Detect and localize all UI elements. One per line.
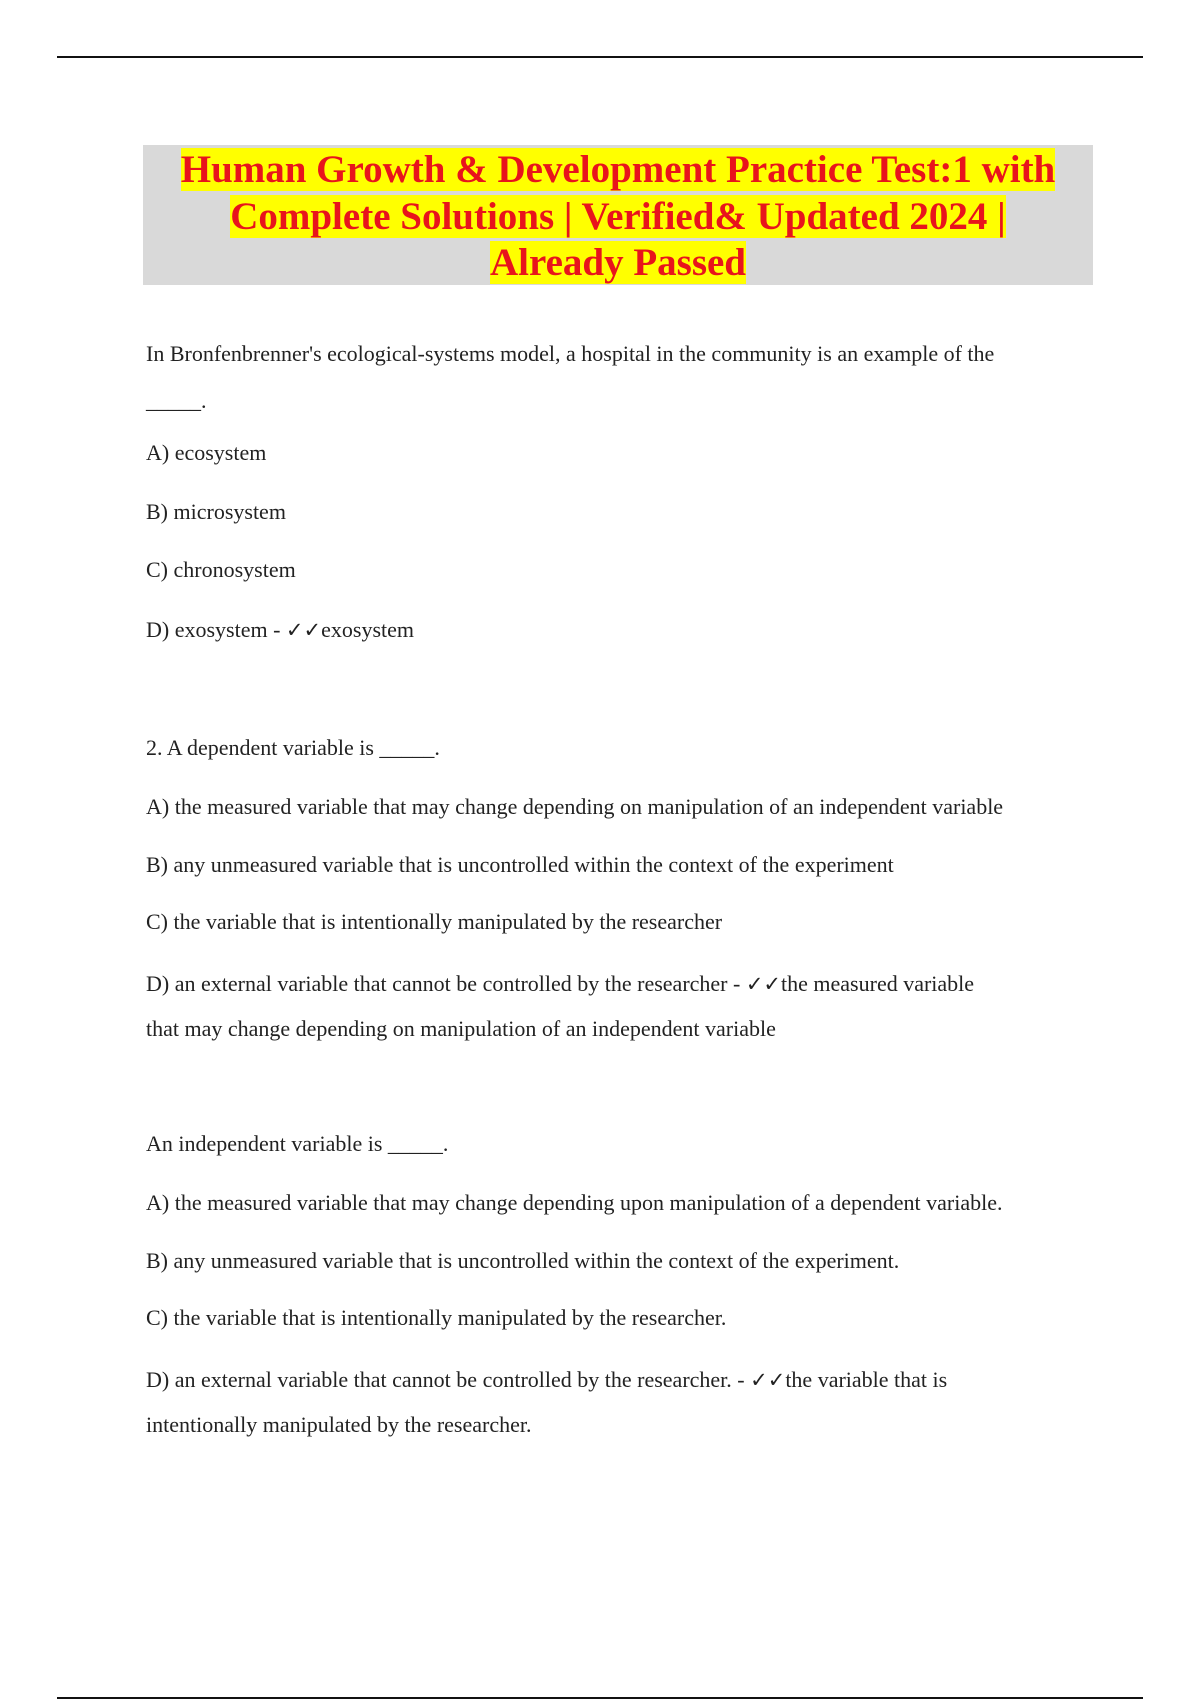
question-1-answer [146,616,414,644]
question-1-answer-text: exosystem [321,617,415,642]
question-1-stem: In Bronfenbrenner's ecological-systems model, a hospital in the community is an example of the [146,341,995,366]
title-line-3: Already Passed [489,241,747,284]
question-1-option-d: D) exosystem - [146,617,286,642]
question-3-stem: An independent variable is _____. [146,1131,449,1156]
question-1-option-c: C) chronosystem [146,557,296,582]
question-2-answer [146,970,974,998]
title-line-2: Complete Solutions | Verified& Updated 2024 | [230,194,1006,238]
bottom-rule [57,1697,1143,1699]
question-2-option-a: A) the measured variable that may change depending on manipulation of an independent variable [146,794,1004,819]
question-3-answer [146,1366,947,1394]
question-3-option-b: B) any unmeasured variable that is uncontrolled within the context of the experiment. [146,1248,900,1273]
top-rule [57,56,1143,58]
question-2-option-c: C) the variable that is intentionally manipulated by the researcher [146,909,723,934]
double-check-icon: ✓✓ [745,972,782,996]
title-line-1: Human Growth & Development Practice Test:1 with [180,148,1056,191]
question-3-option-a: A) the measured variable that may change depending upon manipulation of a dependent variable. [146,1190,1003,1215]
question-2-answer-text: the measured variable [781,971,975,996]
document-title [143,147,1093,287]
title-banner [143,145,1093,285]
question-2-stem: 2. A dependent variable is _____. [146,735,440,760]
question-3-option-c: C) the variable that is intentionally manipulated by the researcher. [146,1305,727,1330]
double-check-icon: ✓✓ [750,1368,786,1392]
question-3-answer-text: the variable that is [785,1367,948,1392]
question-1-option-a: A) ecosystem [146,440,267,465]
question-3-answer-continued: intentionally manipulated by the researcher. [146,1412,532,1437]
question-1-stem-blank: _____. [146,388,207,413]
question-2-option-d: D) an external variable that cannot be controlled by the researcher - [146,971,746,996]
question-2-answer-continued: that may change depending on manipulation of an independent variable [146,1016,776,1041]
question-3-option-d: D) an external variable that cannot be controlled by the researcher. - [146,1367,751,1392]
question-2-option-b: B) any unmeasured variable that is uncontrolled within the context of the experiment [146,852,894,877]
question-1-option-b: B) microsystem [146,499,286,524]
double-check-icon: ✓✓ [285,618,322,642]
